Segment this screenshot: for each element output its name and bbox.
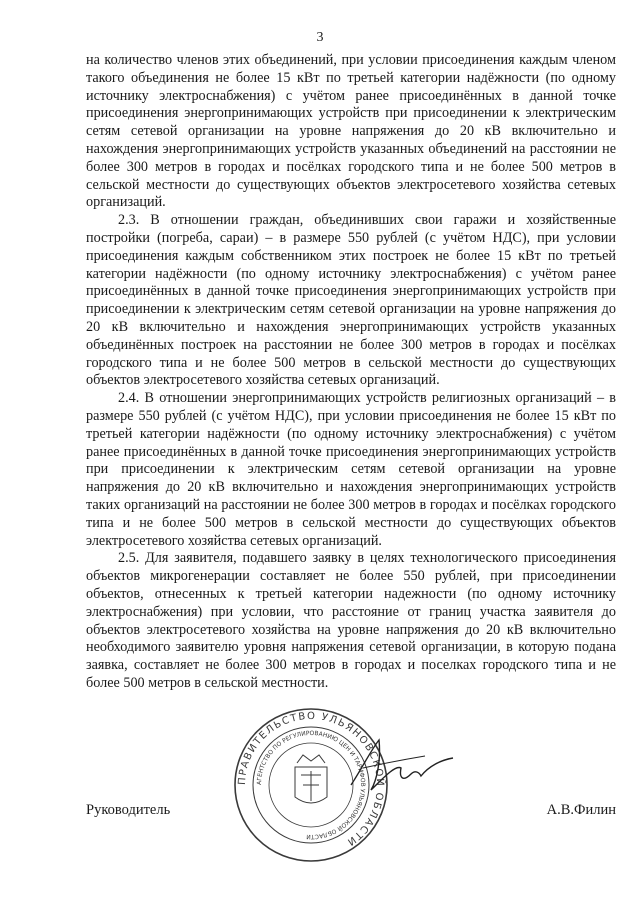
page-number: 3 [316, 30, 324, 45]
document-body [86, 52, 616, 693]
svg-text:АГЕНТСТВО ПО РЕГУЛИРОВАНИЮ ЦЕН: АГЕНТСТВО ПО РЕГУЛИРОВАНИЮ ЦЕН И ТАРИФОВ УЛЬЯНОВСКОЙ ОБЛАСТИ [255, 729, 367, 841]
signatory-name: А.В.Филин [546, 802, 616, 818]
handwritten-signature-icon [341, 730, 461, 800]
paragraph-2-4: 2.4. В отношении энергопринимающих устройств религиозных организаций – в размере 550 рублей (с учётом НДС), при условии присоединения не более 15 кВт по третьей категории надёжности (по одному источнику электроснабжения) с учётом ранее присоединённых в данной точке присоединения энергопринимающих устройств при присоединении к электрическим сетям сетевой организации на уровне напряжения до 20 кВ включительно и нахождения энергопринимающих устройств таких организаций на расстоянии не более 300 метров в городах и посёлках городского типа и не более 500 метров в сельской местности до существующих объектов электросетевого хозяйства сетевых организаций. [86, 390, 616, 549]
signatory-role: Руководитель [86, 802, 171, 818]
paragraph-continuation: на количество членов этих объединений, при условии присоединения каждым членом такого объединения не более 15 кВт по третьей категории надёжности (по одному источнику электроснабжения) с учётом ранее присоединённых в данной точке присоединения энергопринимающих устройств при присоединении к электрическим сетям сетевой организации на уровне напряжения до 20 кВ включительно и нахождения энергопринимающих устройств указанных объединений на расстоянии не более 300 метров в городах и посёлках городского типа и не более 500 метров в сельской местности до существующих объектов электросетевого хозяйства сетевых организаций. [86, 52, 616, 211]
svg-text:ПРАВИТЕЛЬСТВО УЛЬЯНОВСКОЙ ОБЛА: ПРАВИТЕЛЬСТВО УЛЬЯНОВСКОЙ ОБЛАСТИ [236, 710, 386, 848]
signature-block [86, 710, 616, 900]
paragraph-2-5: 2.5. Для заявителя, подавшего заявку в целях технологического присоединения объектов микрогенерации составляет не более 550 рублей, при присоединении объектов, отнесенных к третьей категории надежности (по одному источнику электроснабжения) при условии, что расстояние от границ участка заявителя до объектов электросетевого хозяйства на уровне напряжения до 20 кВ включительно необходимого заявителю уровня напряжения сетевой организации, в которую подана заявка, составляет не более 300 метров в городах и поселках городского типа и не более 500 метров в сельской местности. [86, 550, 616, 691]
paragraph-2-3: 2.3. В отношении граждан, объединивших свои гаражи и хозяйственные постройки (погреба, сараи) – в размере 550 рублей (с учётом НДС), при условии присоединения каждым собственником этих построек не более 15 кВт по третьей категории надёжности (по одному источнику электроснабжения) с учётом ранее присоединённых в данной точке присоединения энергопринимающих устройств при присоединении к электрическим сетям сетевой организации на уровне напряжения до 20 кВ включительно и нахождения энергопринимающих устройств указанных объединённых построек на расстоянии не более 300 метров в городах и посёлках городского типа и не более 500 метров в сельской местности до существующих объектов электросетевого хозяйства сетевых организаций. [86, 212, 616, 389]
